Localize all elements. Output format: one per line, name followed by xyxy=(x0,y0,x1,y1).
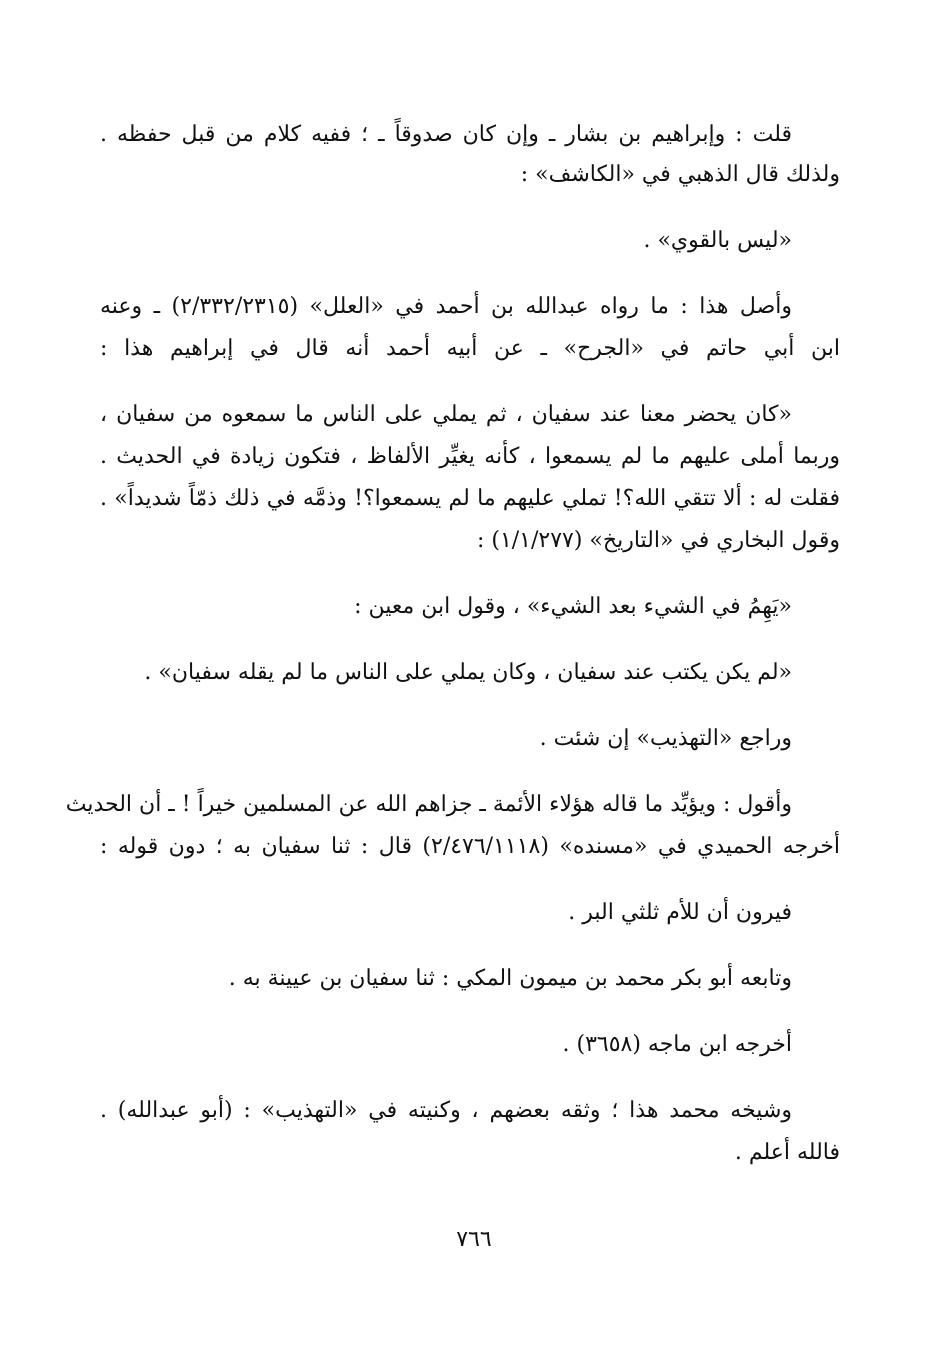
text-line: وربما أملى عليهم ما لم يسمعوا ، كأنه يغيِّر الألفاظ ، فتكون زيادة في الحديث . xyxy=(100,444,840,469)
text-line: فيرون أن للأم ثلثي البر . xyxy=(568,900,792,925)
text-line: وراجع «التهذيب» إن شئت . xyxy=(539,726,792,751)
text-line: قلت : وإبراهيم بن بشار ـ وإن كان صدوقاً ـ ؛ ففيه كلام من قبل حفظه . xyxy=(100,122,792,147)
text-line: وشيخه محمد هذا ؛ وثقه بعضهم ، وكنيته في «التهذيب» : (أبو عبدالله) . xyxy=(100,1098,792,1123)
text-line: وأقول : ويؤيِّد ما قاله هؤلاء الأئمة ـ جزاهم الله عن المسلمين خيراً ! ـ أن الحديث xyxy=(65,792,792,817)
text-line: «يَهِمُ في الشيء بعد الشيء» ، وقول ابن معين : xyxy=(354,594,792,619)
text-line: وقول البخاري في «التاريخ» (١/١/٢٧٧) : xyxy=(476,528,840,553)
text-line: وأصل هذا : ما رواه عبدالله بن أحمد في «العلل» (٢/٣٣٢/٢٣١٥) ـ وعنه xyxy=(100,294,793,319)
text-line: فقلت له : ألا تتقي الله؟! تملي عليهم ما لم يسمعوا؟! وذمَّه في ذلك ذمّاً شديداً» . xyxy=(100,486,840,511)
text-line: أخرجه الحميدي في «مسنده» (٢/٤٧٦/١١١٨) قال : ثنا سفيان به ؛ دون قوله : xyxy=(100,834,840,859)
text-line: ولذلك قال الذهبي في «الكاشف» : xyxy=(520,162,840,187)
text-line: ابن أبي حاتم في «الجرح» ـ عن أبيه أحمد أنه قال في إبراهيم هذا : xyxy=(100,336,840,361)
text-line: «ليس بالقوي» . xyxy=(643,228,792,253)
text-line: وتابعه أبو بكر محمد بن ميمون المكي : ثنا سفيان بن عيينة به . xyxy=(228,966,792,991)
page-number: ٧٦٦ xyxy=(456,1227,492,1252)
text-line: فالله أعلم . xyxy=(734,1140,840,1165)
text-line: «كان يحضر معنا عند سفيان ، ثم يملي على الناس ما سمعوه من سفيان ، xyxy=(100,402,792,427)
text-line: أخرجه ابن ماجه (٣٦٥٨) . xyxy=(562,1032,792,1057)
text-line: «لم يكن يكتب عند سفيان ، وكان يملي على الناس ما لم يقله سفيان» . xyxy=(144,660,792,685)
